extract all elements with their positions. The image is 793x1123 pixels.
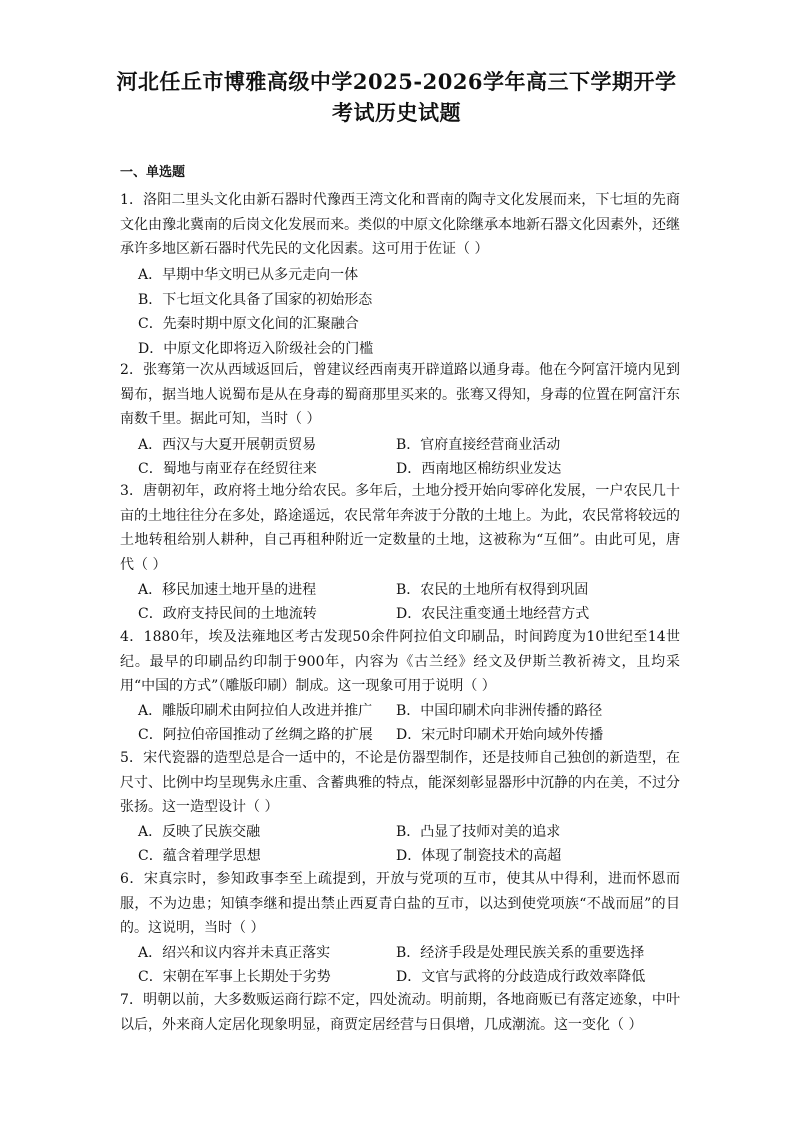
question-5-option-d[interactable]: D．体现了制瓷技术的高超 xyxy=(396,848,562,864)
question-2-stem: 2．张骞第一次从西域返回后，曾建议经西南夷开辟道路以通身毒。他在今阿富汗境内见到蜀布，据当地人说蜀布是从在身毒的蜀商那里买来的。张骞又得知，身毒的位置在阿富汗东南数千里。据此可知，当时（ ） xyxy=(120,362,680,427)
question-4-option-c[interactable]: C．阿拉伯帝国推动了丝绸之路的扩展 xyxy=(138,727,373,743)
question-3-stem: 3．唐朝初年，政府将土地分给农民。多年后，土地分授开始向零碎化发展，一户农民几十亩的土地往往分在多处，路途遥远，农民常年奔波于分散的土地上。为此，农民常将较远的土地转租给别人耕种，自己再租种附近一定数量的土地，这被称为“互佃”。由此可见，唐代（ ） xyxy=(120,483,680,573)
question-4-stem: 4．1880年，埃及法雍地区考古发现50余件阿拉伯文印刷品，时间跨度为10世纪至14世纪。最早的印刷品约印制于900年，内容为《古兰经》经文及伊斯兰教祈祷文，且均采用“中国的方式”（雕版印刷）制成。这一现象可用于说明（ ） xyxy=(120,629,680,694)
question-1-option-a[interactable]: A．早期中华文明已从多元走向一体 xyxy=(138,267,359,283)
question-1-option-c[interactable]: C．先秦时期中原文化间的汇聚融合 xyxy=(138,316,359,332)
question-6-option-c[interactable]: C．宋朝在军事上长期处于劣势 xyxy=(138,969,331,985)
question-1-option-b[interactable]: B．下七垣文化具备了国家的初始形态 xyxy=(138,292,373,308)
question-4-option-d[interactable]: D．宋元时印刷术开始向域外传播 xyxy=(396,727,604,743)
question-7-stem: 7．明朝以前，大多数贩运商行踪不定，四处流动。明前期，各地商贩已有落定迹象，中叶以后，外来商人定居化现象明显，商贾定居经营与日俱增，几成潮流。这一变化（ ） xyxy=(120,992,680,1033)
question-2-option-b[interactable]: B．官府直接经营商业活动 xyxy=(396,437,561,453)
question-5-option-a[interactable]: A．反映了民族交融 xyxy=(138,824,261,840)
question-3-option-a[interactable]: A．移民加速土地开垦的进程 xyxy=(138,582,317,598)
question-3-option-b[interactable]: B．农民的土地所有权得到巩固 xyxy=(396,582,589,598)
question-6-option-b[interactable]: B．经济手段是处理民族关系的重要选择 xyxy=(396,945,645,961)
question-5-stem: 5．宋代瓷器的造型总是合一适中的，不论是仿器型制作，还是技师自己独创的新造型，在尺寸、比例中均呈现隽永庄重、含蓄典雅的特点，能深刻彰显器形中沉静的内在美，不过分张扬。这一造型设计（ ） xyxy=(120,750,680,815)
exam-title-line2: 考试历史试题 xyxy=(332,100,461,125)
question-2-option-a[interactable]: A．西汉与大夏开展朝贡贸易 xyxy=(138,437,317,453)
question-5-option-b[interactable]: B．凸显了技师对美的追求 xyxy=(396,824,561,840)
question-2-option-d[interactable]: D．西南地区棉纺织业发达 xyxy=(396,461,562,477)
section-heading: 一、单选题 xyxy=(120,165,186,180)
question-4-option-b[interactable]: B．中国印刷术向非洲传播的路径 xyxy=(396,703,603,719)
question-1-option-d[interactable]: D．中原文化即将迈入阶级社会的门槛 xyxy=(138,341,374,357)
exam-title-line1: 河北任丘市博雅高级中学2025-2026学年高三下学期开学 xyxy=(116,69,677,94)
question-4-option-a[interactable]: A．雕版印刷术由阿拉伯人改进并推广 xyxy=(138,703,373,719)
question-1-stem: 1．洛阳二里头文化由新石器时代豫西王湾文化和晋南的陶寺文化发展而来，下七垣的先商文化由豫北冀南的后岗文化发展而来。类似的中原文化除继承本地新石器文化因素外，还继承许多地区新石器时代先民的文化因素。这可用于佐证（ ） xyxy=(120,192,680,257)
question-6-option-d[interactable]: D．文官与武将的分歧造成行政效率降低 xyxy=(396,969,646,985)
question-6-stem: 6．宋真宗时，参知政事李至上疏提到，开放与党项的互市，使其从中得利，进而怀恩而服，不为边患；知镇李继和提出禁止西夏青白盐的互市，以达到使党项族“不战而屈”的目的。这说明，当时（ ） xyxy=(120,871,680,936)
question-6-option-a[interactable]: A．绍兴和议内容并未真正落实 xyxy=(138,945,331,961)
question-5-option-c[interactable]: C．蕴含着理学思想 xyxy=(138,848,261,864)
question-3-option-d[interactable]: D．农民注重变通土地经营方式 xyxy=(396,606,590,622)
question-3-option-c[interactable]: C．政府支持民间的土地流转 xyxy=(138,606,317,622)
question-2-option-c[interactable]: C．蜀地与南亚存在经贸往来 xyxy=(138,461,317,477)
